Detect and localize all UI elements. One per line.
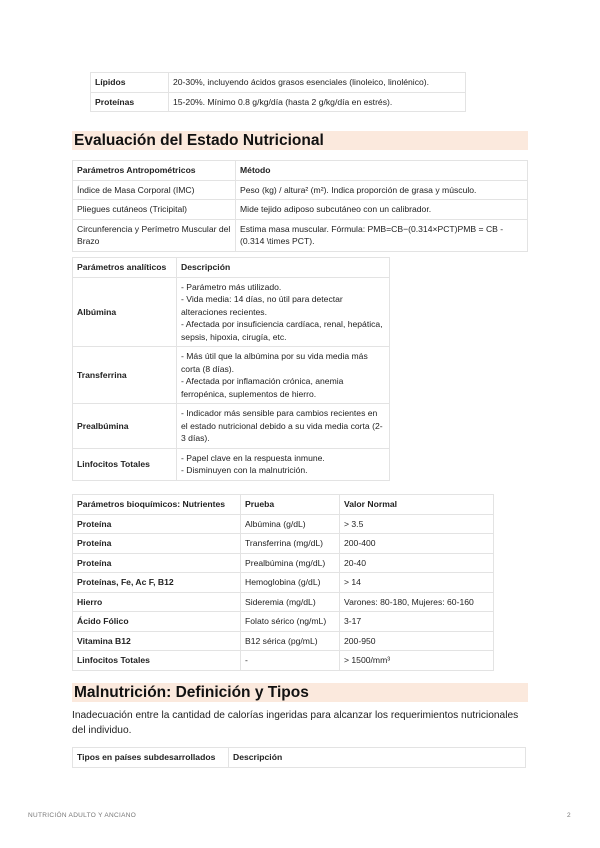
table-cell: Linfocitos Totales — [73, 651, 241, 671]
table-cell: Hierro — [73, 592, 241, 612]
section-heading-malnutricion: Malnutrición: Definición y Tipos — [72, 683, 528, 702]
table-cell: Hemoglobina (g/dL) — [241, 573, 340, 593]
column-header: Parámetros analíticos — [73, 258, 177, 278]
table-cell: Folato sérico (ng/mL) — [241, 612, 340, 632]
table-header-row — [73, 161, 528, 181]
table-cell: Pliegues cutáneos (Tricipital) — [73, 200, 236, 220]
table-cell: > 1500/mm³ — [340, 651, 494, 671]
table-cell: 200-950 — [340, 631, 494, 651]
table-row — [73, 612, 494, 632]
table-cell: > 3.5 — [340, 514, 494, 534]
table-cell: Ácido Fólico — [73, 612, 241, 632]
table-header-row — [73, 258, 390, 278]
table-cell: - Parámetro más utilizado. - Vida media: 14 días, no útil para detectar alteraciones recientes. - Afectada por insuficiencia cardíaca, renal, hepática, sepsis, hipoxia, cirugía, etc. — [177, 277, 390, 347]
table-cell: Proteínas — [91, 92, 169, 112]
table-cell: > 14 — [340, 573, 494, 593]
column-header: Parámetros bioquímicos: Nutrientes — [73, 495, 241, 515]
table-cell: Varones: 80-180, Mujeres: 60-160 — [340, 592, 494, 612]
table-cell: Sideremia (mg/dL) — [241, 592, 340, 612]
table-header-row — [73, 495, 494, 515]
table-row — [73, 277, 390, 347]
table-cell: Índice de Masa Corporal (IMC) — [73, 180, 236, 200]
table-cell: Proteínas, Fe, Ac F, B12 — [73, 573, 241, 593]
table-cell: Estima masa muscular. Fórmula: PMB=CB−(0.314×PCT)PMB = CB - (0.314 \times PCT). — [236, 219, 528, 251]
table-row — [73, 404, 390, 449]
table-row — [73, 592, 494, 612]
table-row — [73, 553, 494, 573]
column-header: Prueba — [241, 495, 340, 515]
anthropometric-table — [72, 160, 528, 252]
table-cell: Proteína — [73, 553, 241, 573]
table-cell: Proteína — [73, 534, 241, 554]
table-row — [73, 573, 494, 593]
analytic-parameters-table — [72, 257, 390, 481]
table-row — [91, 73, 466, 93]
column-header: Parámetros Antropométricos — [73, 161, 236, 181]
table-cell: - Indicador más sensible para cambios recientes en el estado nutricional debido a su vida media corta (2-3 días). — [177, 404, 390, 449]
table-cell: 200-400 — [340, 534, 494, 554]
footer-document-title: NUTRICIÓN ADULTO Y ANCIANO — [28, 812, 137, 819]
table-cell: Mide tejido adiposo subcutáneo con un calibrador. — [236, 200, 528, 220]
table-cell: 3-17 — [340, 612, 494, 632]
table-row — [73, 534, 494, 554]
table-cell: - — [241, 651, 340, 671]
macronutrient-table — [90, 72, 466, 112]
table-row — [73, 651, 494, 671]
table-row — [73, 631, 494, 651]
table-cell: 20-30%, incluyendo ácidos grasos esenciales (linoleico, linolénico). — [169, 73, 466, 93]
table-cell: Lípidos — [91, 73, 169, 93]
table-cell: 15-20%. Mínimo 0.8 g/kg/día (hasta 2 g/kg/día en estrés). — [169, 92, 466, 112]
column-header: Tipos en países subdesarrollados — [73, 748, 229, 768]
table-cell: Transferrina (mg/dL) — [241, 534, 340, 554]
column-header: Método — [236, 161, 528, 181]
table-cell: Peso (kg) / altura² (m²). Indica proporción de grasa y músculo. — [236, 180, 528, 200]
table-row — [73, 514, 494, 534]
table-cell: Vitamina B12 — [73, 631, 241, 651]
table-row — [91, 92, 466, 112]
column-header: Descripción — [177, 258, 390, 278]
table-cell: Albúmina (g/dL) — [241, 514, 340, 534]
table-row — [73, 347, 390, 404]
table-cell: Linfocitos Totales — [73, 448, 177, 480]
page-number: 2 — [567, 812, 571, 819]
table-row — [73, 219, 528, 251]
table-cell: - Papel clave en la respuesta inmune. - Disminuyen con la malnutrición. — [177, 448, 390, 480]
biochemical-table — [72, 494, 494, 671]
table-cell: 20-40 — [340, 553, 494, 573]
table-cell: Transferrina — [73, 347, 177, 404]
malnutrition-definition: Inadecuación entre la cantidad de calorías ingeridas para alcanzar los requerimientos nutricionales del individuo. — [72, 710, 519, 736]
table-cell: Circunferencia y Perímetro Muscular del Brazo — [73, 219, 236, 251]
table-header-row — [73, 748, 526, 768]
section-heading-evaluacion: Evaluación del Estado Nutricional — [72, 131, 528, 150]
table-row — [73, 180, 528, 200]
malnutrition-types-table — [72, 747, 526, 768]
table-cell: Prealbúmina — [73, 404, 177, 449]
column-header: Descripción — [229, 748, 526, 768]
column-header: Valor Normal — [340, 495, 494, 515]
table-cell: - Más útil que la albúmina por su vida media más corta (8 días). - Afectada por inflamación crónica, anemia ferropénica, suplementos de hierro. — [177, 347, 390, 404]
table-cell: Proteína — [73, 514, 241, 534]
table-cell: B12 sérica (pg/mL) — [241, 631, 340, 651]
table-cell: Albúmina — [73, 277, 177, 347]
table-row — [73, 200, 528, 220]
table-row — [73, 448, 390, 480]
table-cell: Prealbúmina (mg/dL) — [241, 553, 340, 573]
